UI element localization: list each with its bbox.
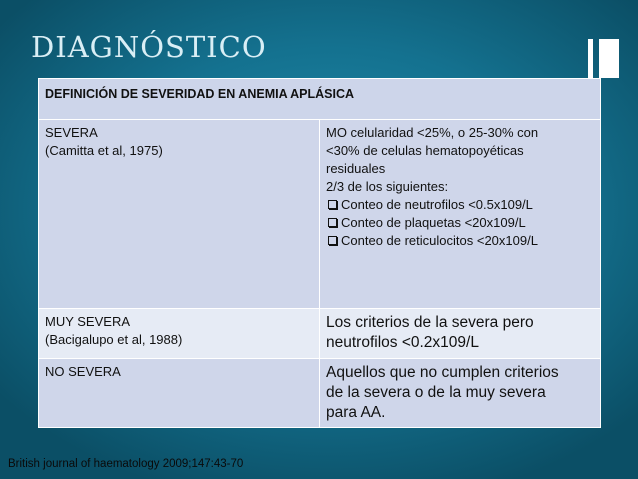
- severity-name: MUY SEVERA: [45, 314, 131, 329]
- checkbox-bullet-icon: [328, 218, 337, 227]
- criteria-line: neutrofilos <0.2x109/L: [326, 334, 479, 351]
- criteria-cell: [320, 120, 601, 309]
- criteria-line: <30% de celulas hematopoyéticas: [326, 143, 524, 158]
- criteria-line: para AA.: [326, 404, 386, 421]
- criteria-bullet: [326, 232, 594, 250]
- severity-label-cell: [39, 120, 320, 309]
- severity-reference: (Bacigalupo et al, 1988): [45, 332, 183, 347]
- severity-name: NO SEVERA: [45, 364, 121, 379]
- citation-footnote: British journal of haematology 2009;147:43-70: [8, 458, 244, 470]
- criteria-bullet: [326, 196, 594, 214]
- severity-table: [38, 78, 601, 428]
- bullet-text: Conteo de reticulocitos <20x109/L: [341, 233, 538, 248]
- criteria-line: 2/3 de los siguientes:: [326, 179, 449, 194]
- criteria-line: de la severa o de la muy severa: [326, 384, 546, 401]
- criteria-line: Aquellos que no cumplen criterios: [326, 364, 559, 381]
- table-header-row: [39, 79, 601, 120]
- checkbox-bullet-icon: [328, 200, 337, 209]
- checkbox-bullet-icon: [328, 236, 337, 245]
- criteria-bullet: [326, 214, 594, 232]
- decorative-bar-thin: [588, 39, 593, 78]
- table-row-muy-severa: [39, 309, 601, 359]
- criteria-cell: [320, 359, 601, 428]
- table-header: DEFINICIÓN DE SEVERIDAD EN ANEMIA APLÁSICA: [39, 79, 601, 120]
- criteria-cell: [320, 309, 601, 359]
- criteria-line: MO celularidad <25%, o 25-30% con: [326, 125, 539, 140]
- slide-title: DIAGNÓSTICO: [31, 30, 267, 64]
- severity-name: SEVERA: [45, 125, 98, 140]
- severity-reference: (Camitta et al, 1975): [45, 143, 163, 158]
- bullet-text: Conteo de neutrofilos <0.5x109/L: [341, 197, 533, 212]
- table-row-severa: [39, 120, 601, 309]
- bullet-text: Conteo de plaquetas <20x109/L: [341, 215, 526, 230]
- severity-label-cell: [39, 309, 320, 359]
- criteria-line: residuales: [326, 161, 386, 176]
- table-row-no-severa: [39, 359, 601, 428]
- severity-label-cell: [39, 359, 320, 428]
- decorative-bar-thick: [599, 39, 619, 78]
- criteria-line: Los criterios de la severa pero: [326, 314, 534, 331]
